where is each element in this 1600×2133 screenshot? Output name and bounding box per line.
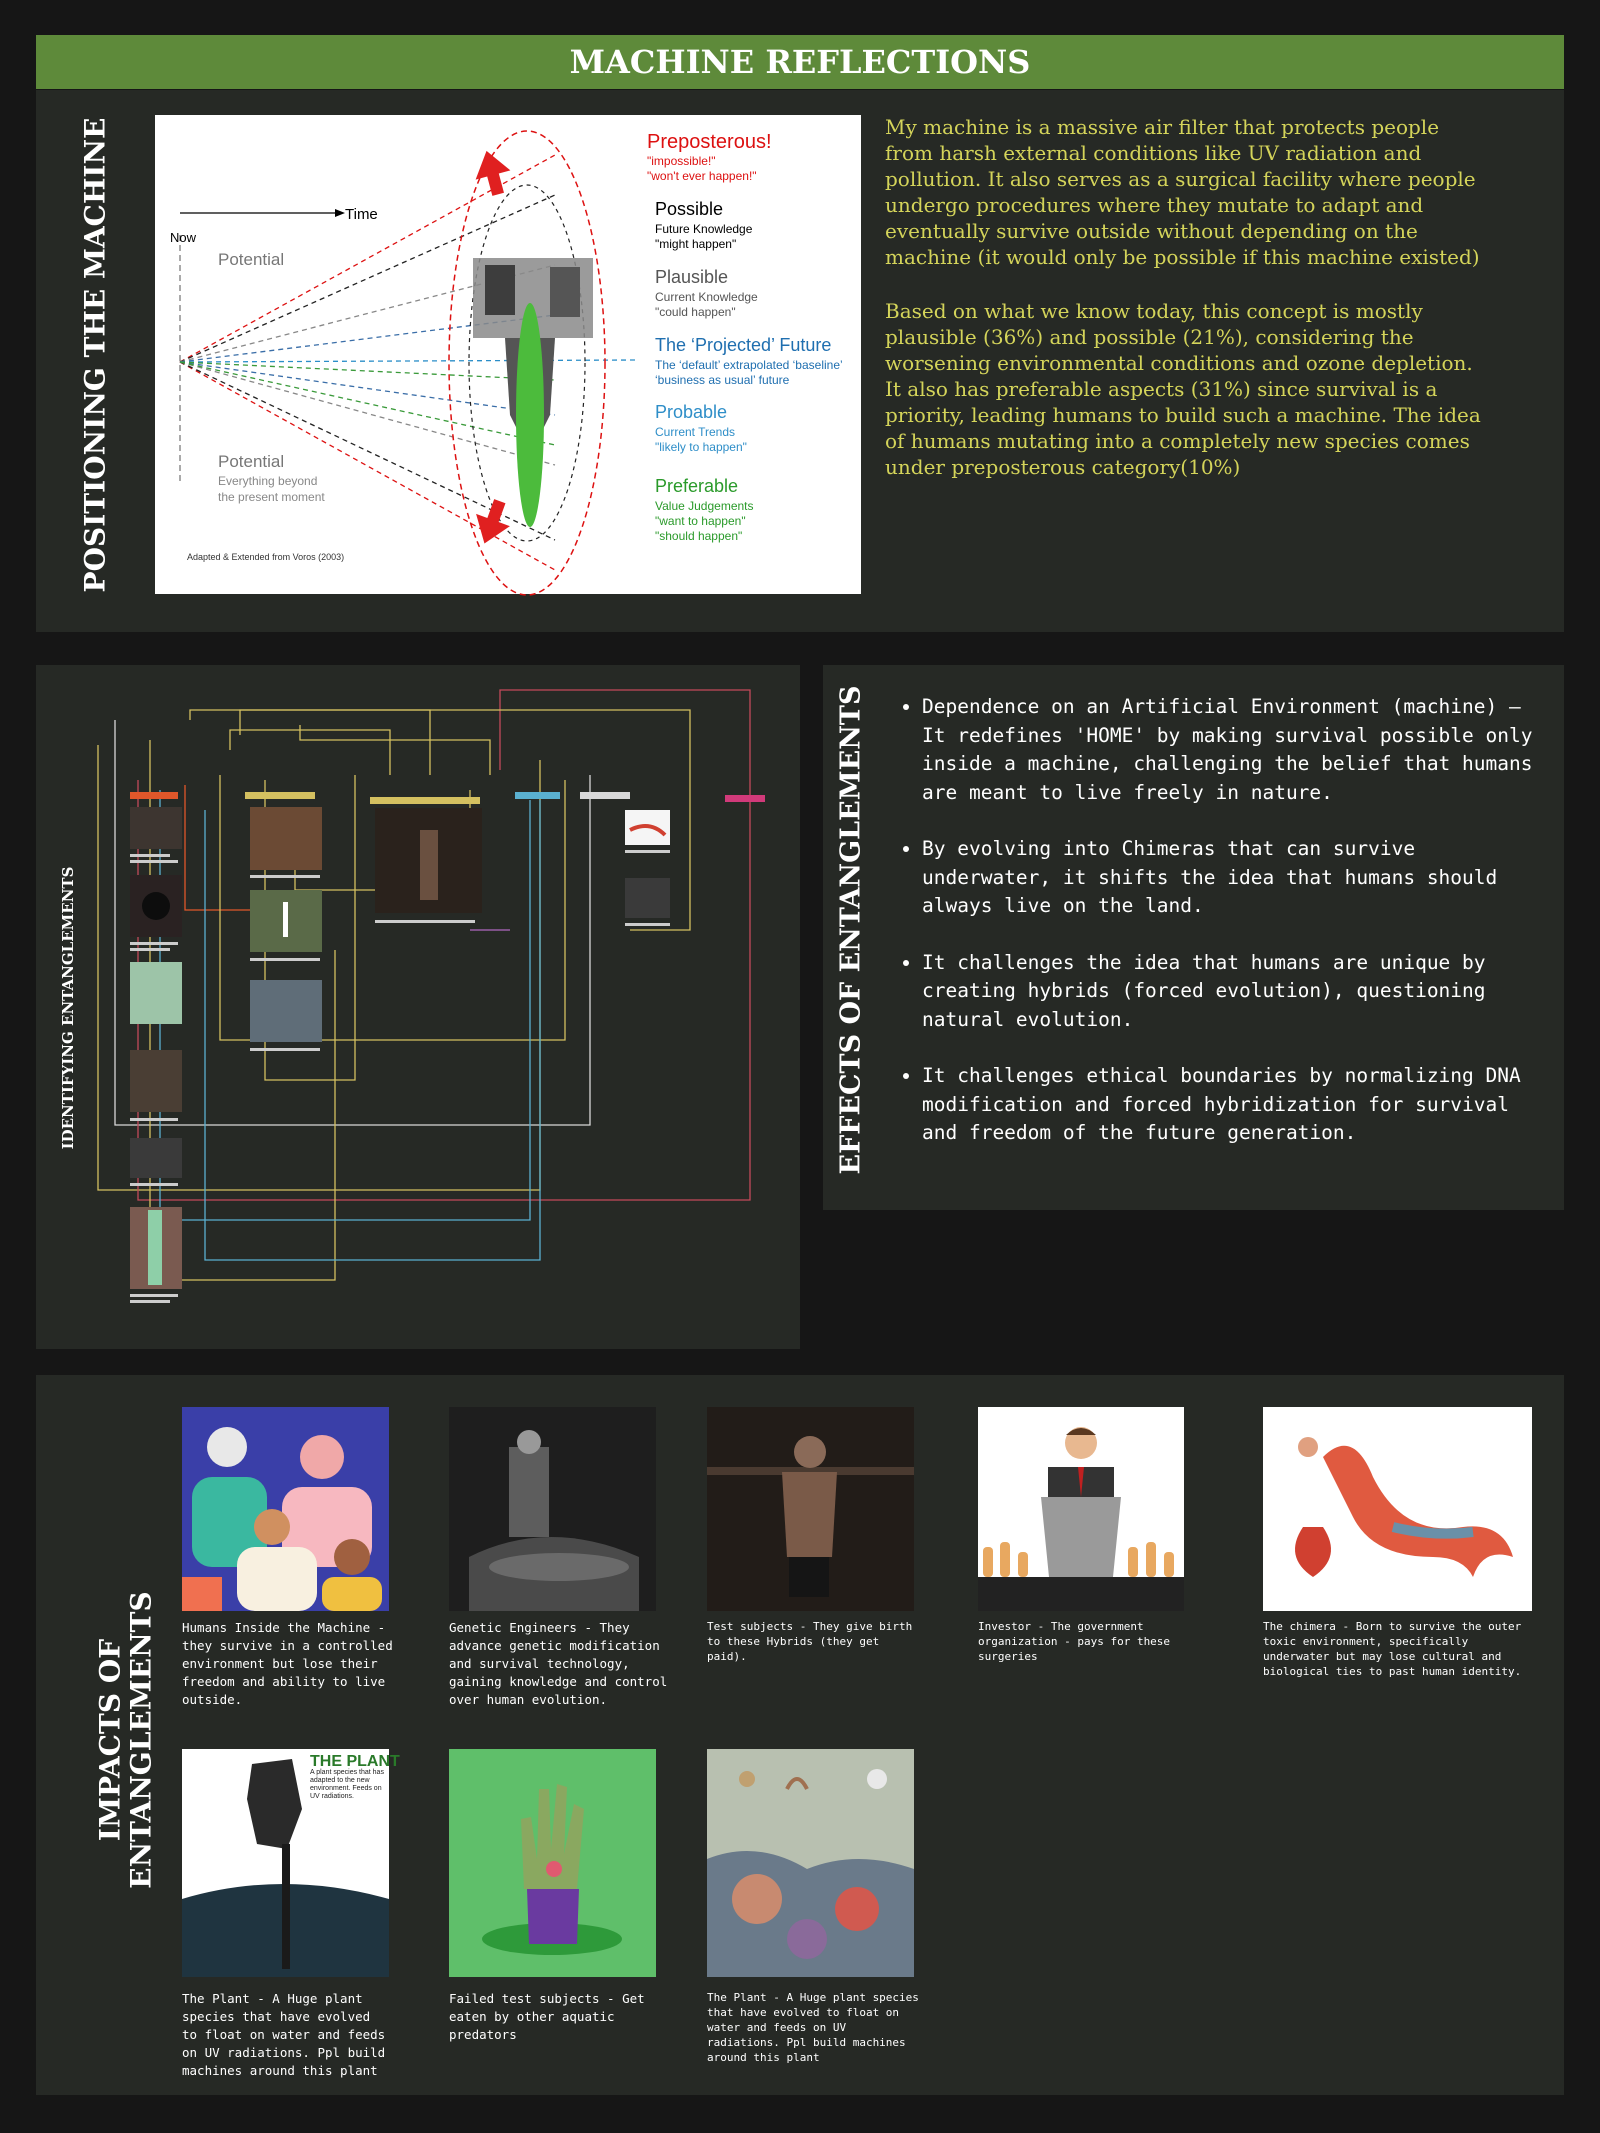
impacts-section-title-1: IMPACTS OF [93,1638,127,1842]
diagram-credit: Adapted & Extended from Voros (2003) [187,552,345,562]
plant-poster [182,1749,400,1977]
diagram-preposterous-2: "won't ever happen!" [647,169,757,183]
impact-caption: The Plant - A Huge plant species that have evolved to float on water and feeds on UV radiations. Ppl build machines around this plant [707,1991,919,2064]
diagram-plausible-2: "could happen" [655,305,736,319]
effect-item: • It challenges ethical boundaries by normalizing DNA modification and forced hybridization for survival and freedom of the future generation. [922,1062,1548,1148]
intro-paragraph-1: My machine is a massive air filter that protects people from harsh external conditions like UV radiation and pollution. It also serves as a surgical facility where people undergo procedures where they mutate to adapt and eventually survive outside without depending on the machine (it would only be possible if this machine existed) [885,115,1480,269]
diagram-preferable-1: Value Judgements [655,499,754,513]
zombie-hand-illustration [449,1749,656,1977]
people-illustration [182,1407,389,1611]
impact-caption: Failed test subjects - Get eaten by other aquatic predators [449,1991,645,2042]
diagram-projected-2: ‘business as usual’ future [655,373,790,387]
diagram-plausible: Plausible [655,267,729,287]
lab-photo [449,1407,656,1611]
diagram-now: Now [170,230,197,245]
effect-item: • By evolving into Chimeras that can survive underwater, it shifts the idea that humans should always live on the land. [922,835,1548,921]
diagram-probable: Probable [655,402,728,422]
underwater-illustration [707,1749,914,1977]
futures-cone-diagram [155,115,861,594]
page-title: MACHINE REFLECTIONS [36,35,1564,89]
diagram-potential-top: Potential [218,250,285,269]
diagram-beyond-1: Everything beyond [218,474,318,488]
diagram-plausible-1: Current Knowledge [655,290,758,304]
impact-caption: The chimera - Born to survive the outer toxic environment, specifically underwater but may lose cultural and biological ties to past human identity. [1263,1620,1522,1678]
chimera-illustration [1263,1407,1532,1611]
diagram-preferable-3: "should happen" [655,529,743,543]
positioning-section-title: POSITIONING THE MACHINE [78,117,112,593]
impact-caption: Humans Inside the Machine - they survive in a controlled environment but lose their freedom and ability to live outside. [182,1620,393,1707]
effects-section-title: EFFECTS OF ENTANGLEMENTS [835,685,867,1175]
plant-poster-title: THE PLANT [310,1753,400,1770]
diagram-probable-2: "likely to happen" [655,440,747,454]
diagram-preferable: Preferable [655,476,739,496]
impact-caption: Investor - The government organization - pays for these surgeries [978,1620,1171,1663]
diagram-possible: Possible [655,199,724,219]
impact-caption: Test subjects - They give birth to these Hybrids (they get paid). [707,1620,913,1663]
impact-caption: Genetic Engineers - They advance genetic modification and survival technology, gaining knowledge and control over human evolution. [449,1620,668,1707]
effect-item: • It challenges the idea that humans are unique by creating hybrids (forced evolution), questioning natural evolution. [922,949,1548,1035]
diagram-time: Time [345,206,378,223]
diagram-projected-1: The ‘default’ extrapolated ‘baseline’ [655,358,843,372]
diagram-beyond-2: the present moment [218,490,325,504]
diagram-preferable-2: "want to happen" [655,514,746,528]
diagram-preposterous-1: "impossible!" [647,154,716,168]
diagram-possible-1: Future Knowledge [655,222,753,236]
impacts-section-title-2: ENTANGLEMENTS [124,1591,158,1889]
test-subject-photo [707,1407,914,1611]
diagram-projected: The ‘Projected’ Future [655,335,832,355]
effect-item: • Dependence on an Artificial Environment (machine) – It redefines 'HOME' by making survival possible only inside a machine, challenging the belief that humans are meant to live freely in nature. [922,693,1548,807]
positioning-intro [885,114,1485,508]
diagram-possible-2: "might happen" [655,237,737,251]
entanglement-map [90,680,770,1320]
impact-caption: The Plant - A Huge plant species that have evolved to float on water and feeds on UV radiations. Ppl build machines around this plant [182,1991,386,2078]
diagram-potential-bottom: Potential [218,452,285,471]
diagram-preposterous: Preposterous! [647,131,772,153]
intro-paragraph-2: Based on what we know today, this concept is mostly plausible (36%) and possible (21%), considering the worsening environmental conditions and ozone depletion. It also has preferable aspects (31%) since survival is a priority, leading humans to build such a machine. The idea of humans mutating into a completely new species comes under preposterous category(10%) [885,299,1481,479]
effects-list [898,693,1548,1176]
plant-poster-text: A plant species that has adapted to the new environment. Feeds on UV radiations. [310,1769,384,1800]
identifying-section-title: IDENTIFYING ENTANGLEMENTS [59,866,77,1150]
investor-illustration [978,1407,1184,1611]
diagram-probable-1: Current Trends [655,425,736,439]
